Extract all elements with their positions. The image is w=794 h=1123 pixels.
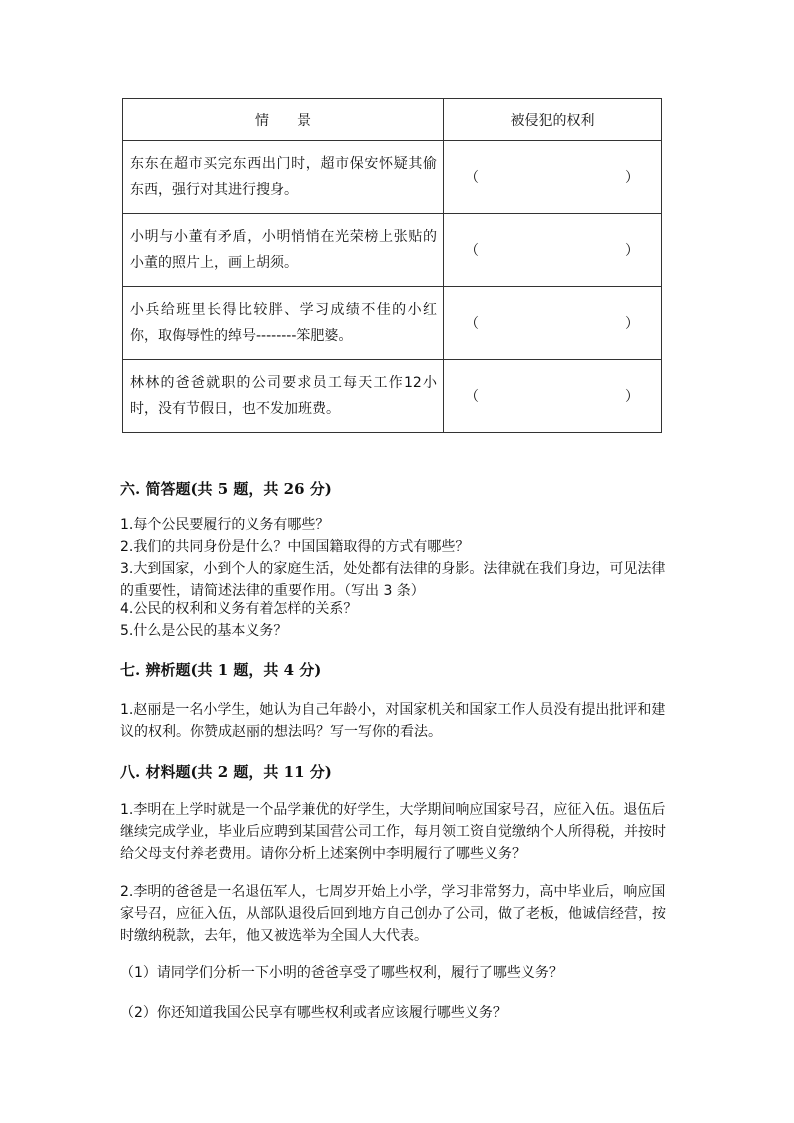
open-paren: （ <box>465 170 479 186</box>
close-paren: ） <box>625 243 639 259</box>
question-6-2: 2.我们的共同身份是什么？中国国籍取得的方式有哪些？ <box>120 539 470 555</box>
scene-text: 小明与小董有矛盾，小明悄悄在光荣榜上张贴的小董的照片上，画上胡须。 <box>130 229 437 271</box>
question-6-4: 4.公民的权利和义务有着怎样的关系？ <box>120 601 358 617</box>
table-row <box>123 360 662 433</box>
open-paren: （ <box>465 316 479 332</box>
answer-blank[interactable] <box>444 386 661 406</box>
header-scene: 情 景 <box>123 99 444 141</box>
open-paren: （ <box>465 243 479 259</box>
scene-text: 小兵给班里长得比较胖、学习成绩不佳的小红你，取侮辱性的绰号--------笨肥婆。 <box>130 302 437 344</box>
question-6-1: 1.每个公民要履行的义务有哪些？ <box>120 517 330 533</box>
section-6-title: 六. 简答题(共 5 题，共 26 分) <box>120 480 332 498</box>
answer-blank[interactable] <box>444 313 661 333</box>
answer-blank[interactable] <box>444 240 661 260</box>
close-paren: ） <box>625 170 639 186</box>
open-paren: （ <box>465 389 479 405</box>
header-right: 被侵犯的权利 <box>444 99 662 141</box>
close-paren: ） <box>625 389 639 405</box>
table-row <box>123 214 662 287</box>
section-7-title: 七. 辨析题(共 1 题，共 4 分) <box>120 661 322 679</box>
rights-table <box>122 98 662 433</box>
close-paren: ） <box>625 316 639 332</box>
section-8-title: 八. 材料题(共 2 题，共 11 分) <box>120 763 332 781</box>
material-8-1: 1.李明在上学时就是一个品学兼优的好学生，大学期间响应国家号召，应征入伍。退伍后继续完成学业，毕业后应聘到某国营公司工作，每月领工资自觉缴纳个人所得税，并按时给父母支付养老费用。请你分析上述案例中李明履行了哪些义务？ <box>120 802 666 862</box>
scene-text: 东东在超市买完东西出门时，超市保安怀疑其偷东西，强行对其进行搜身。 <box>130 156 437 198</box>
question-6-3: 3.大到国家，小到个人的家庭生活，处处都有法律的身影。法律就在我们身边，可见法律的重要性，请简述法律的重要作用。（写出 3 条） <box>120 561 666 599</box>
sub-question-2: （2）你还知道我国公民享有哪些权利或者应该履行哪些义务？ <box>120 1005 507 1021</box>
question-6-5: 5.什么是公民的基本义务？ <box>120 623 288 639</box>
table-row <box>123 141 662 214</box>
table-row <box>123 287 662 360</box>
sub-question-1: （1）请同学们分析一下小明的爸爸享受了哪些权利，履行了哪些义务？ <box>120 965 563 981</box>
table-header-row <box>123 99 662 141</box>
scene-text: 林林的爸爸就职的公司要求员工每天工作12小时，没有节假日，也不发加班费。 <box>130 375 437 417</box>
question-7-1: 1.赵丽是一名小学生，她认为自己年龄小，对国家机关和国家工作人员没有提出批评和建议的权利。你赞成赵丽的想法吗？写一写你的看法。 <box>120 702 666 740</box>
answer-blank[interactable] <box>444 167 661 187</box>
material-8-2: 2.李明的爸爸是一名退伍军人，七周岁开始上小学，学习非常努力，高中毕业后，响应国家号召，应征入伍，从部队退役后回到地方自己创办了公司，做了老板，他诚信经营，按时缴纳税款，去年，他又被选举为全国人大代表。 <box>120 884 666 944</box>
